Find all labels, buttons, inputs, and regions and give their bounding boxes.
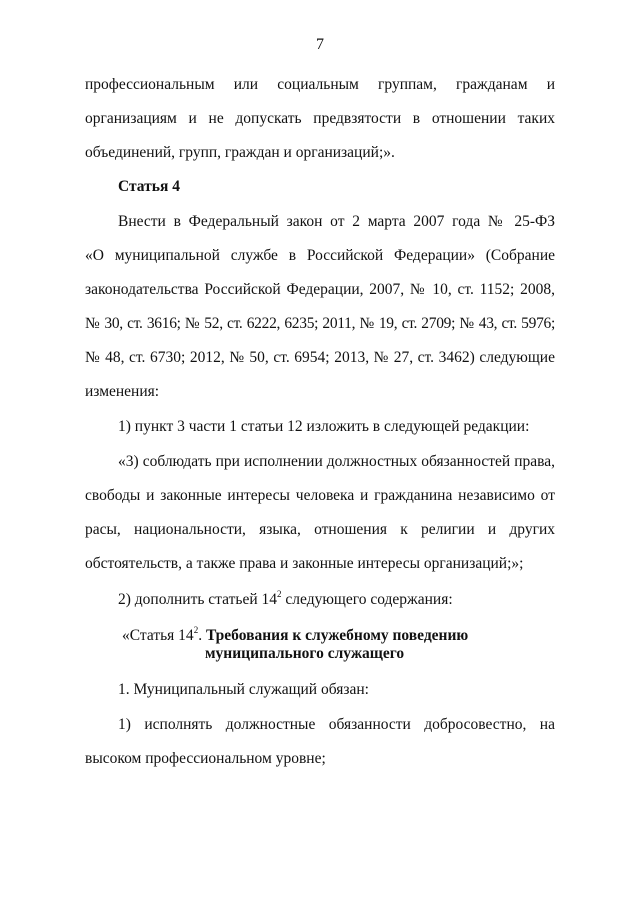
superscript: 2 [193, 625, 199, 635]
text: «Статья 14 [122, 627, 194, 644]
paragraph-line: 1. Муниципальный служащий обязан: [118, 681, 369, 698]
paragraph-line: «3) соблюдать при исполнении должностных обязанностей права, [118, 453, 555, 470]
paragraph-line: законодательства Российской Федерации, 2007, № 10, ст. 1152; 2008, [85, 281, 555, 298]
paragraph-line: «О муниципальной службе в Российской Федерации» (Собрание [85, 247, 555, 264]
paragraph-line: профессиональным или социальным группам, гражданам и [85, 76, 555, 93]
paragraph-line: 1) исполнять должностные обязанности добросовестно, на [118, 716, 555, 733]
paragraph-line [118, 591, 555, 609]
paragraph-line: 1) пункт 3 части 1 статьи 12 изложить в следующей редакции: [118, 418, 530, 435]
text: 2) дополнить статьей 14 [118, 591, 278, 608]
paragraph-line: № 30, ст. 3616; № 52, ст. 6222, 6235; 2011, № 19, ст. 2709; № 43, ст. 5976; [85, 315, 555, 332]
paragraph-line: расы, национальности, языка, отношения к религии и других [85, 521, 555, 538]
heading-title-line2: муниципального служащего [205, 645, 405, 662]
heading-title: Требования к служебному поведению [205, 627, 469, 644]
paragraph-line: № 48, ст. 6730; 2012, № 50, ст. 6954; 2013, № 27, ст. 3462) следующие [85, 349, 555, 366]
paragraph-line: объединений, групп, граждан и организаций;». [85, 144, 395, 161]
article-heading: Статья 4 [118, 178, 180, 195]
superscript: 2 [277, 589, 282, 599]
paragraph-line: Внести в Федеральный закон от 2 марта 2007 года № 25-ФЗ [118, 213, 555, 230]
text: . [198, 627, 206, 644]
paragraph-line: изменения: [85, 383, 160, 400]
paragraph-line: организациям и не допускать предвзятости в отношении таких [85, 110, 555, 127]
paragraph-line: высоком профессиональном уровне; [85, 750, 326, 767]
paragraph-line: свободы и законные интересы человека и гражданина независимо от [85, 487, 555, 504]
article-14-2-heading [122, 627, 592, 645]
page-number: 7 [316, 36, 324, 53]
paragraph-line: обстоятельств, а также права и законные интересы организаций;»; [85, 555, 524, 572]
text: следующего содержания: [281, 591, 453, 608]
